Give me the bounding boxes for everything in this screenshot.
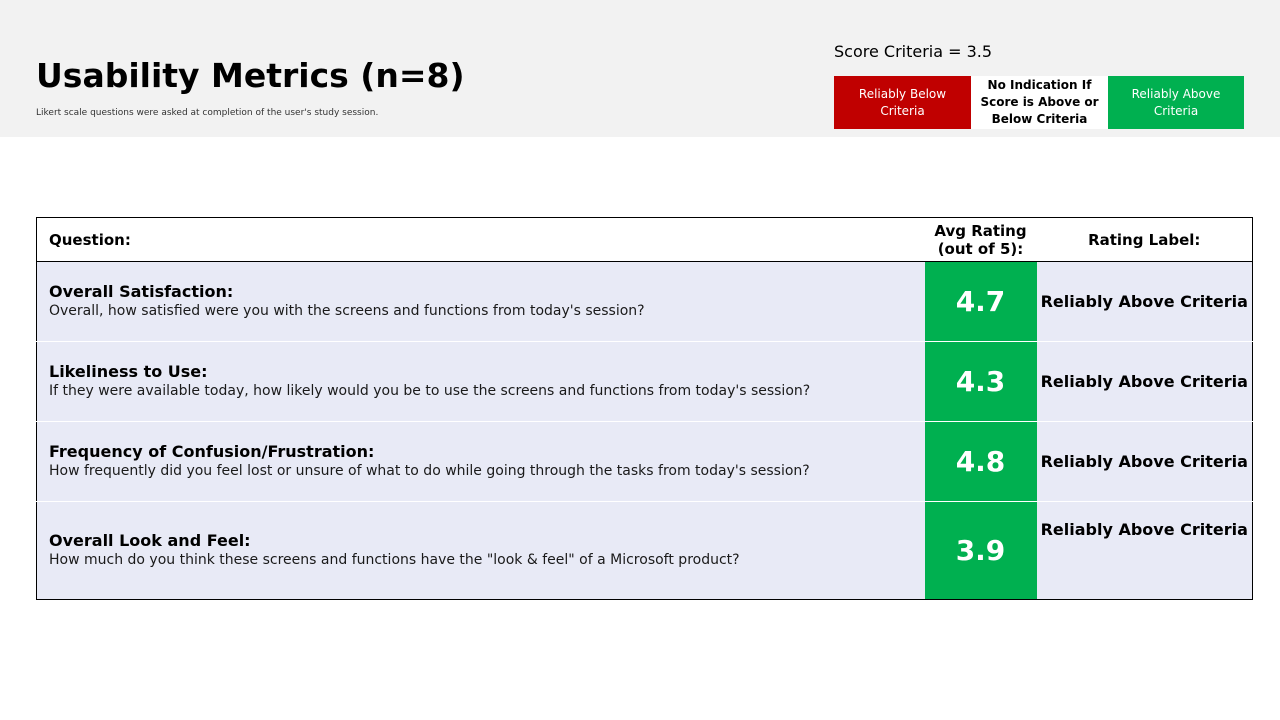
avg-rating-cell: 4.8 (925, 422, 1037, 502)
question-title: Likeliness to Use: (49, 362, 208, 381)
rating-label-cell: Reliably Above Criteria (1037, 262, 1253, 342)
table-row (37, 262, 1253, 342)
criteria-legend (834, 76, 1244, 129)
rating-label-cell: Reliably Above Criteria (1037, 342, 1253, 422)
question-cell (37, 262, 925, 342)
avg-rating-cell: 4.7 (925, 262, 1037, 342)
header-band (0, 0, 1280, 137)
table-row (37, 502, 1253, 600)
question-title: Frequency of Confusion/Frustration: (49, 442, 375, 461)
legend-below-criteria: Reliably Below Criteria (834, 76, 971, 129)
table-row (37, 422, 1253, 502)
legend-above-criteria: Reliably Above Criteria (1108, 76, 1244, 129)
score-criteria-text: Score Criteria = 3.5 (834, 42, 993, 61)
rating-label-cell: Reliably Above Criteria (1037, 422, 1253, 502)
avg-rating-cell: 4.3 (925, 342, 1037, 422)
column-header-question: Question: (37, 218, 925, 262)
usability-metrics-table (36, 217, 1253, 600)
question-text: If they were available today, how likely would you be to use the screens and functions from today's session? (49, 383, 811, 399)
column-header-rating-label: Rating Label: (1037, 218, 1253, 262)
question-cell (37, 502, 925, 600)
table-header-row (37, 218, 1253, 262)
question-text: Overall, how satisfied were you with the screens and functions from today's session? (49, 303, 645, 319)
avg-rating-cell: 3.9 (925, 502, 1037, 600)
table-row (37, 342, 1253, 422)
legend-no-indication: No Indication If Score is Above or Below Criteria (971, 76, 1108, 129)
page-title: Usability Metrics (n=8) (36, 56, 465, 95)
question-cell (37, 342, 925, 422)
question-text: How much do you think these screens and functions have the "look & feel" of a Microsoft product? (49, 552, 740, 568)
question-title: Overall Satisfaction: (49, 282, 234, 301)
column-header-avg-rating: Avg Rating (out of 5): (925, 218, 1037, 262)
question-text: How frequently did you feel lost or unsure of what to do while going through the tasks from today's session? (49, 463, 810, 479)
rating-label-cell: Reliably Above Criteria (1037, 502, 1253, 600)
question-title: Overall Look and Feel: (49, 531, 251, 550)
page-subtitle: Likert scale questions were asked at completion of the user's study session. (36, 108, 379, 118)
question-cell (37, 422, 925, 502)
